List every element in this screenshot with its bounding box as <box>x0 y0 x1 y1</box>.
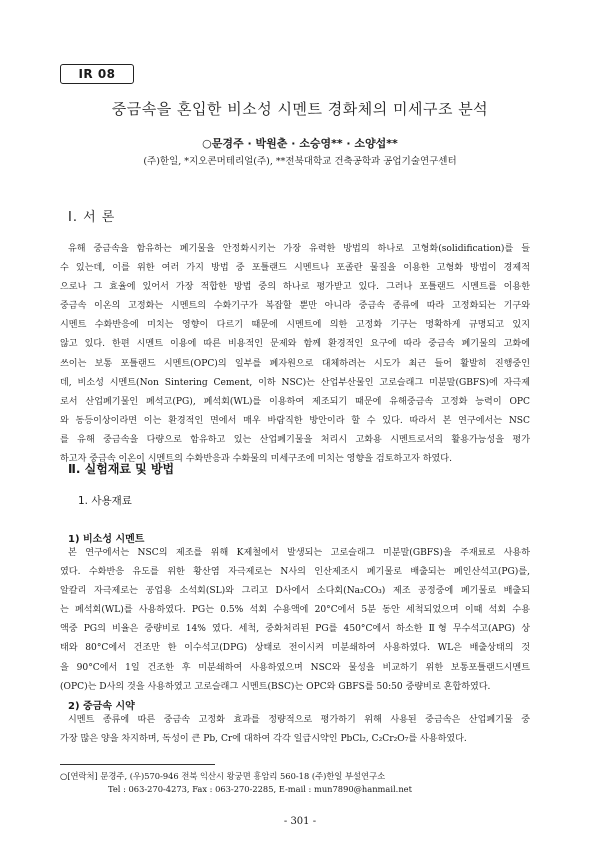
footnote-divider <box>60 764 215 765</box>
page-number: - 301 - <box>283 816 317 827</box>
text-line: (OPC)는 D사의 것을 사용하였고 고로슬래그 시멘트(BSC)는 OPC와 GBFS를 50:50 중량비로 혼합하였다. <box>60 681 491 692</box>
footnote-contact: ○[연락처] 문경주, (우)570-946 전북 익산시 왕궁면 흥암리 560-18 (주)한일 부설연구소 <box>60 771 386 781</box>
text-line: 않고 있다. 한편 시멘트 이용에 따른 비용적인 문제와 함께 환경적인 요구에 따라 중금속 폐기물의 고화에 <box>60 339 530 350</box>
text-line: 시멘트 종류에 따른 중금속 고정화 효과를 정량적으로 평가하기 위해 사용된 중금속은 산업폐기물 중 <box>68 715 530 725</box>
text-line: 는 폐석회(WL)를 사용하였다. PG는 0.5% 석회 수용액에 20°C에서 5분 동안 세척되었으며 이때 석회 수용 <box>60 605 530 616</box>
text-line: 알칼리 자극제로는 공업용 소석회(SL)와 그리고 D사에서 소다회(Na₂CO₃) 제조 공정중에 폐기물로 배출되 <box>60 586 530 597</box>
subheading-heavy-metal-reagents: 2) 중금속 시약 <box>68 701 135 712</box>
text-line: 로서 산업폐기물인 폐석고(PG), 폐석회(WL)를 이용하여 제조되기 때문에 유해중금속 고정화 능력이 OPC <box>60 396 530 407</box>
text-line: 시멘트 수화반응에 미치는 영향이 다르기 때문에 시멘트에 의한 고정화 기구는 명확하게 규명되고 있지 <box>60 320 530 331</box>
introduction-paragraph <box>60 240 530 469</box>
text-line: 수 있는데, 이를 위한 여러 가지 방법 중 포틀랜드 시멘트나 포졸란 물질을 이용한 고형화 방법이 경제적 <box>60 263 530 274</box>
text-line: 쓰이는 보통 포틀랜드 시멘트(OPC)의 일부를 폐자원으로 대체하려는 시도가 최근 들어 활발히 진행중인 <box>60 358 530 369</box>
text-line: 와 동등이상이라면 이는 환경적인 면에서 매우 바람직한 방안이라 할 수 있다. 따라서 본 연구에서는 NSC <box>60 415 530 426</box>
text-line: 가장 많은 양을 차지하며, 독성이 큰 Pb, Cr에 대하여 각각 일급시약인 PbCl₂, C₂Cr₂O₇를 사용하였다. <box>60 734 467 745</box>
text-line: 을 90°C에서 1일 건조한 후 미분쇄하여 사용하였으며 NSC와 물성을 비교하기 위한 보통포틀랜드시멘트 <box>60 662 530 673</box>
author-list: ○문경주 · 박원춘 · 소승영** · 소양섭** <box>202 137 398 150</box>
text-line: 데, 비소성 시멘트(Non Sintering Cement, 이하 NSC)는 산업부산물인 고로슬래그 미분말(GBFS)에 자극제 <box>60 377 530 388</box>
affiliation: (주)한일, *지오콘머테리얼(주), **전북대학교 건축공학과 공업기술연구센터 <box>143 156 457 167</box>
text-line: 였다. 수화반응 유도를 위한 황산염 자극제로는 N사의 인산제조시 폐기물로 배출되는 폐인산석고(PG)를, <box>60 567 530 578</box>
paper-id-tag: IR 08 <box>60 64 134 84</box>
text-line: 본 연구에서는 NSC의 제조를 위해 K제철에서 발생되는 고로슬래그 미분말(GBFS)을 주재료로 사용하 <box>68 548 530 558</box>
section-heading-materials-methods: Ⅱ. 실험재료 및 방법 <box>68 462 175 476</box>
text-line: 를 유해 중금속을 다량으로 함유하고 있는 산업폐기물을 처리시 고화용 시멘트로서의 활용가능성을 평가 <box>60 434 530 445</box>
text-line: 액중 PG의 비율은 중량비로 14% 였다. 세척, 중화처리된 PG를 450°C에서 하소한 Ⅱ형 무수석고(APG) 상 <box>60 624 530 635</box>
reagents-paragraph <box>60 711 530 749</box>
text-line: 하고자 중금속 이온이 시멘트의 수화반응과 수화물의 미세구조에 미치는 영향을 검토하고자 하였다. <box>60 454 452 465</box>
section-heading-introduction: Ⅰ. 서 론 <box>68 210 116 225</box>
footnote-tel-email: Tel : 063-270-4273, Fax : 063-270-2285, E-mail : mun7890@hanmail.net <box>108 784 412 794</box>
paper-title: 중금속을 혼입한 비소성 시멘트 경화체의 미세구조 분석 <box>111 100 489 118</box>
text-line: 태와 80°C에서 건조만 한 이수석고(DPG) 상태로 전이시켜 미분쇄하여 사용하였다. WL은 배출상태의 것 <box>60 643 530 654</box>
subheading-non-sintering-cement: 1) 비소성 시멘트 <box>68 534 145 545</box>
text-line: 유해 중금속을 함유하는 폐기물을 안정화시키는 가장 유력한 방법의 하나로 고형화(solidification)를 들 <box>68 244 530 254</box>
text-line: 중금속 이온의 고정화는 시멘트의 수화기구가 복잡할 뿐만 아니라 중금속 종류에 따라 고정화되는 기구와 <box>60 301 530 312</box>
text-line: 으로나 그 효율에 있어서 가장 적합한 방법 중의 하나로 평가받고 있다. 그러나 포틀랜드 시멘트를 이용한 <box>60 282 530 293</box>
subsection-heading-materials: 1. 사용재료 <box>78 495 132 507</box>
materials-paragraph <box>60 544 530 697</box>
